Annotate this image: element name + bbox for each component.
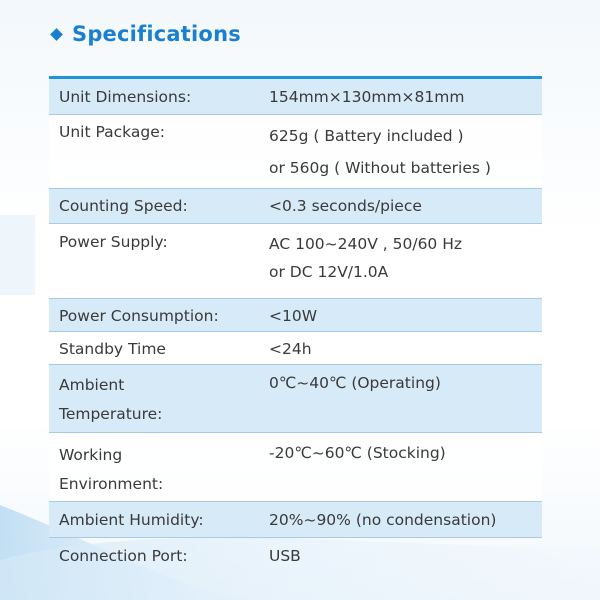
row-label: Power Supply: <box>59 233 168 251</box>
row-value <box>269 304 317 328</box>
row-value <box>269 371 441 395</box>
row-label: Counting Speed: <box>59 197 188 215</box>
row-value-line: <10W <box>269 307 318 325</box>
row-label: Ambient Temperature: <box>59 376 163 423</box>
table-row-standby-time <box>49 332 542 365</box>
section-heading <box>52 20 241 48</box>
row-value-line: 625g ( Battery included ) <box>269 127 464 145</box>
row-value <box>269 120 491 184</box>
row-value <box>269 337 312 361</box>
row-value <box>269 441 446 465</box>
row-label: Power Consumption: <box>59 307 219 325</box>
row-label: Working Environment: <box>59 446 164 493</box>
row-value-line: -20℃~60℃ (Stocking) <box>269 444 446 462</box>
row-value-line: <0.3 seconds/piece <box>269 197 422 215</box>
table-row-unit-package <box>49 115 542 189</box>
table-row-unit-dimensions <box>49 79 542 115</box>
table-row-ambient-humidity <box>49 502 542 538</box>
row-label: Standby Time <box>59 340 166 358</box>
table-row-power-consumption <box>49 299 542 332</box>
row-value-line: 0℃~40℃ (Operating) <box>269 374 441 392</box>
row-value <box>269 544 301 568</box>
table-row-ambient-temperature <box>49 365 542 433</box>
table-row-connection-port <box>49 538 542 574</box>
table-row-power-supply <box>49 224 542 299</box>
section-title: Specifications <box>72 22 241 46</box>
row-value-line: or DC 12V/1.0A <box>269 263 389 281</box>
row-value <box>269 230 462 286</box>
row-label: Connection Port: <box>59 547 188 565</box>
table-row-counting-speed <box>49 189 542 224</box>
row-value-line: or 560g ( Without batteries ) <box>269 159 491 177</box>
row-value <box>269 194 422 218</box>
row-value-line: <24h <box>269 340 312 358</box>
row-label: Unit Package: <box>59 123 165 141</box>
table-row-working-environment <box>49 433 542 502</box>
row-label: Unit Dimensions: <box>59 88 192 106</box>
row-value-line: 154mm×130mm×81mm <box>269 88 465 106</box>
row-value-line: USB <box>269 547 301 565</box>
row-value-line: 20%~90% (no condensation) <box>269 511 497 529</box>
row-value <box>269 508 496 532</box>
row-value-line: AC 100~240V , 50/60 Hz <box>269 235 463 253</box>
diamond-bullet-icon <box>50 28 63 41</box>
row-label: Ambient Humidity: <box>59 511 204 529</box>
row-value <box>269 85 464 109</box>
